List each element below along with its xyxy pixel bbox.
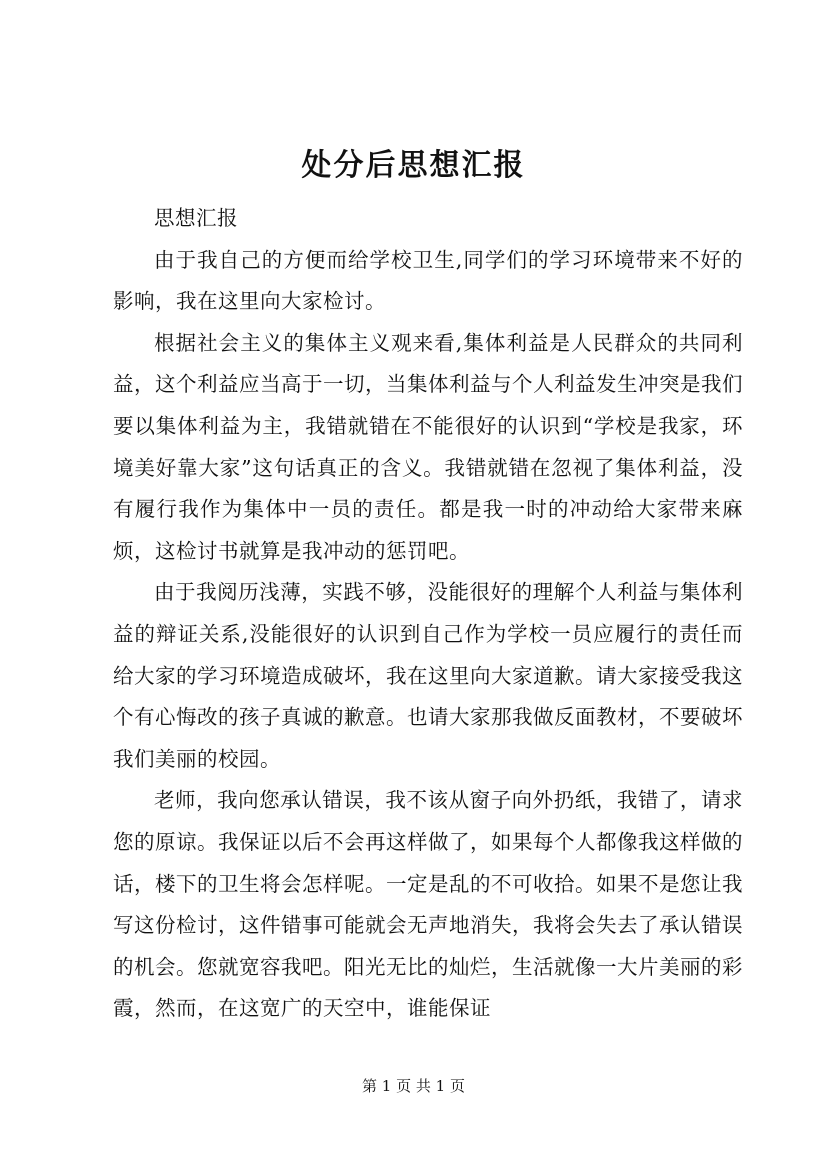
paragraph: 由于我自己的方便而给学校卫生,同学们的学习环境带来不好的影响，我在这里向大家检讨。 [113,247,743,314]
paragraph-heading: 思想汇报 [154,206,238,230]
paragraph: 根据社会主义的集体主义观来看,集体利益是人民群众的共同利益，这个利益应当高于一切，当集体利益与个人利益发生冲突是我们要以集体利益为主，我错就错在不能很好的认识到“学校是我家，环境美好靠大家”这句话真正的含义。我错就错在忽视了集体利益，没有履行我作为集体中一员的责任。都是我一时的冲动给大家带来麻烦，这检讨书就算是我冲动的惩罚吧。 [113,330,743,563]
document-title: 处分后思想汇报 [301,148,526,183]
paragraph: 由于我阅历浅薄，实践不够，没能很好的理解个人利益与集体利益的辩证关系,没能很好的认识到自己作为学校一员应履行的责任而给大家的学习环境造成破坏，我在这里向大家道歉。请大家接受我这个有心悔改的孩子真诚的歉意。也请大家那我做反面教材，不要破坏我们美丽的校园。 [113,580,743,771]
paragraph: 老师，我向您承认错误，我不该从窗子向外扔纸，我错了，请求您的原谅。我保证以后不会再这样做了，如果每个人都像我这样做的话，楼下的卫生将会怎样呢。一定是乱的不可收拾。如果不是您让我写这份检讨，这件错事可能就会无声地消失，我将会失去了承认错误的机会。您就宽容我吧。阳光无比的灿烂，生活就像一大片美丽的彩霞，然而，在这宽广的天空中，谁能保证 [113,788,743,1021]
page-number-footer: 第 1 页 共 1 页 [362,1077,465,1095]
document-body [113,198,743,1030]
